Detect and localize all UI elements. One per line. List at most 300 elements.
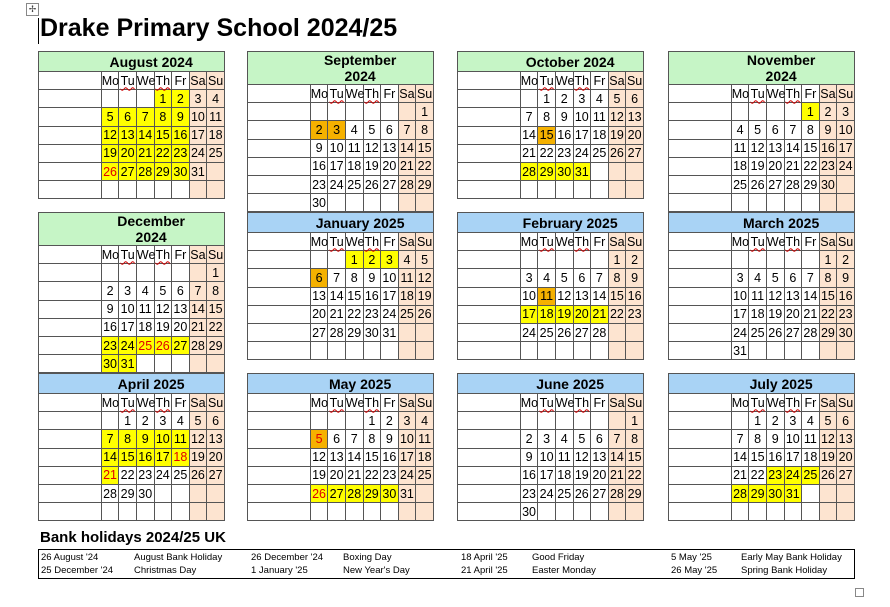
week-column-cell (669, 175, 732, 193)
month-title: March 2025 (731, 213, 854, 233)
month-header-spacer (39, 52, 102, 72)
date-cell: 30 (310, 194, 328, 212)
empty-date-cell (591, 503, 609, 521)
week-column-cell (248, 233, 311, 251)
date-cell: 22 (608, 305, 626, 323)
month-title: October 2024 (520, 52, 643, 72)
bank-holiday-date: 26 August '24 (41, 552, 99, 563)
date-cell: 25 (398, 305, 416, 323)
week-column-cell (248, 251, 311, 269)
date-cell: 9 (310, 139, 328, 157)
date-cell: 25 (591, 144, 609, 162)
month-title: June 2025 (520, 374, 643, 394)
date-cell: 7 (591, 269, 609, 287)
date-cell: 28 (101, 484, 119, 502)
date-cell: 29 (154, 162, 172, 180)
day-header-mo: Mo (520, 72, 538, 90)
date-cell: 14 (731, 448, 749, 466)
empty-date-cell (591, 251, 609, 269)
date-cell: 23 (136, 466, 154, 484)
day-header-th: Th (154, 394, 172, 412)
empty-date-cell (398, 194, 416, 212)
day-header-th: Th (784, 394, 802, 412)
day-header-mo: Mo (101, 394, 119, 412)
day-header-sa: Sa (189, 394, 207, 412)
date-cell: 17 (381, 287, 399, 305)
date-cell: 26 (608, 144, 626, 162)
date-cell: 11 (207, 108, 225, 126)
empty-date-cell (555, 412, 573, 430)
date-cell: 31 (731, 342, 749, 360)
day-header-su: Su (207, 72, 225, 90)
date-cell: 4 (538, 269, 556, 287)
week-column-cell (458, 342, 521, 360)
week-column-cell (248, 157, 311, 175)
week-column-cell (669, 466, 732, 484)
date-cell: 10 (189, 108, 207, 126)
week-column-cell (458, 305, 521, 323)
week-column-cell (39, 484, 102, 502)
empty-date-cell (626, 181, 644, 199)
week-column-cell (669, 430, 732, 448)
date-cell: 4 (749, 269, 767, 287)
day-header-mo: Mo (520, 233, 538, 251)
empty-date-cell (136, 503, 154, 521)
date-cell: 13 (626, 108, 644, 126)
date-cell: 30 (555, 162, 573, 180)
date-cell: 13 (328, 448, 346, 466)
week-column-cell (669, 194, 732, 212)
date-cell: 3 (538, 430, 556, 448)
date-cell: 11 (538, 287, 556, 305)
date-cell: 14 (189, 300, 207, 318)
date-cell: 15 (345, 287, 363, 305)
week-column-cell (669, 503, 732, 521)
empty-date-cell (363, 342, 381, 360)
month-title: February 2025 (520, 213, 643, 233)
date-cell: 25 (207, 144, 225, 162)
month-title: January 2025 (310, 213, 433, 233)
date-cell: 19 (189, 448, 207, 466)
date-cell: 17 (784, 448, 802, 466)
day-header-mo: Mo (101, 246, 119, 264)
date-cell: 10 (119, 300, 137, 318)
bank-holiday-date: 26 December '24 (251, 552, 324, 563)
date-cell: 2 (626, 251, 644, 269)
empty-date-cell (101, 90, 119, 108)
date-cell: 24 (573, 144, 591, 162)
date-cell: 3 (154, 412, 172, 430)
empty-date-cell (555, 251, 573, 269)
empty-date-cell (345, 503, 363, 521)
day-header-sa: Sa (608, 394, 626, 412)
empty-date-cell (172, 484, 190, 502)
month-header-spacer (39, 374, 102, 394)
date-cell: 29 (207, 336, 225, 354)
date-cell: 29 (538, 162, 556, 180)
month-title: April 2025 (101, 374, 224, 394)
date-cell: 15 (538, 126, 556, 144)
date-cell: 4 (416, 412, 434, 430)
date-cell: 4 (398, 251, 416, 269)
date-cell: 16 (381, 448, 399, 466)
day-header-we: We (136, 72, 154, 90)
date-cell: 12 (189, 430, 207, 448)
date-cell: 12 (154, 300, 172, 318)
date-cell: 6 (207, 412, 225, 430)
empty-date-cell (608, 412, 626, 430)
day-header-su: Su (626, 233, 644, 251)
date-cell: 21 (802, 305, 820, 323)
date-cell: 27 (591, 484, 609, 502)
week-column-cell (458, 484, 521, 502)
date-cell: 9 (837, 269, 855, 287)
date-cell: 16 (520, 466, 538, 484)
week-column-cell (39, 264, 102, 282)
empty-date-cell (328, 103, 346, 121)
empty-date-cell (101, 412, 119, 430)
date-cell: 3 (398, 412, 416, 430)
date-cell: 10 (731, 287, 749, 305)
empty-date-cell (154, 503, 172, 521)
empty-date-cell (136, 90, 154, 108)
week-column-cell (458, 269, 521, 287)
month-calendar-july-2025 (668, 373, 855, 521)
date-cell: 9 (363, 269, 381, 287)
date-cell: 20 (626, 126, 644, 144)
week-column-cell (248, 175, 311, 193)
date-cell: 20 (766, 157, 784, 175)
empty-date-cell (766, 251, 784, 269)
month-calendar-december-2024 (38, 212, 225, 373)
date-cell: 2 (766, 412, 784, 430)
empty-date-cell (819, 342, 837, 360)
empty-date-cell (784, 103, 802, 121)
date-cell: 31 (573, 162, 591, 180)
empty-date-cell (749, 503, 767, 521)
empty-date-cell (345, 194, 363, 212)
date-cell: 5 (819, 412, 837, 430)
date-cell: 14 (101, 448, 119, 466)
empty-date-cell (749, 194, 767, 212)
week-column-cell (39, 300, 102, 318)
week-column-cell (39, 466, 102, 484)
date-cell: 6 (310, 269, 328, 287)
date-cell: 31 (398, 484, 416, 502)
date-cell: 17 (538, 466, 556, 484)
date-cell: 4 (345, 121, 363, 139)
date-cell: 20 (591, 466, 609, 484)
date-cell: 24 (189, 144, 207, 162)
empty-date-cell (328, 251, 346, 269)
day-header-tu: Tu (538, 72, 556, 90)
month-title: September 2024 (310, 52, 433, 85)
week-column-cell (39, 282, 102, 300)
empty-date-cell (136, 181, 154, 199)
empty-date-cell (591, 181, 609, 199)
week-column-cell (39, 126, 102, 144)
date-cell: 11 (591, 108, 609, 126)
empty-date-cell (749, 342, 767, 360)
week-column-cell (248, 121, 311, 139)
day-header-mo: Mo (310, 394, 328, 412)
date-cell: 28 (136, 162, 154, 180)
date-cell: 13 (381, 139, 399, 157)
date-cell: 27 (207, 466, 225, 484)
day-header-tu: Tu (119, 72, 137, 90)
empty-date-cell (626, 503, 644, 521)
empty-date-cell (345, 342, 363, 360)
week-column-cell (669, 121, 732, 139)
date-cell: 2 (555, 90, 573, 108)
day-header-tu: Tu (119, 246, 137, 264)
bank-holiday-name: August Bank Holiday (134, 552, 223, 563)
empty-date-cell (154, 264, 172, 282)
date-cell: 29 (345, 323, 363, 341)
week-column-cell (39, 246, 102, 264)
date-cell: 26 (766, 323, 784, 341)
date-cell: 27 (837, 466, 855, 484)
day-header-sa: Sa (819, 394, 837, 412)
date-cell: 22 (538, 144, 556, 162)
empty-date-cell (731, 103, 749, 121)
empty-date-cell (310, 103, 328, 121)
date-cell: 17 (573, 126, 591, 144)
date-cell: 8 (207, 282, 225, 300)
date-cell: 20 (172, 318, 190, 336)
month-title: May 2025 (310, 374, 433, 394)
date-cell: 30 (363, 323, 381, 341)
date-cell: 8 (345, 269, 363, 287)
bank-holiday-name: Boxing Day (343, 552, 392, 563)
empty-date-cell (328, 194, 346, 212)
day-header-we: We (136, 394, 154, 412)
date-cell: 7 (136, 108, 154, 126)
date-cell: 30 (520, 503, 538, 521)
day-header-th: Th (784, 233, 802, 251)
date-cell: 30 (101, 355, 119, 373)
week-column-cell (458, 108, 521, 126)
date-cell: 19 (310, 466, 328, 484)
date-cell: 15 (119, 448, 137, 466)
table-resize-handle[interactable] (855, 588, 864, 597)
date-cell: 18 (398, 287, 416, 305)
date-cell: 16 (310, 157, 328, 175)
bank-holiday-name: Spring Bank Holiday (741, 565, 828, 576)
date-cell: 24 (784, 466, 802, 484)
date-cell: 20 (837, 448, 855, 466)
month-header-spacer (458, 52, 521, 72)
empty-date-cell (520, 342, 538, 360)
date-cell: 16 (363, 287, 381, 305)
date-cell: 26 (363, 175, 381, 193)
date-cell: 9 (381, 430, 399, 448)
date-cell: 19 (555, 305, 573, 323)
empty-date-cell (749, 251, 767, 269)
day-header-su: Su (416, 85, 434, 103)
empty-date-cell (345, 103, 363, 121)
date-cell: 28 (398, 175, 416, 193)
date-cell: 20 (784, 305, 802, 323)
date-cell: 8 (819, 269, 837, 287)
week-column-cell (39, 144, 102, 162)
date-cell: 25 (345, 175, 363, 193)
week-column-cell (248, 305, 311, 323)
day-header-fr: Fr (172, 72, 190, 90)
day-header-th: Th (154, 72, 172, 90)
date-cell: 24 (328, 175, 346, 193)
day-header-th: Th (573, 72, 591, 90)
date-cell: 24 (381, 305, 399, 323)
week-column-cell (458, 72, 521, 90)
week-column-cell (248, 503, 311, 521)
empty-date-cell (189, 181, 207, 199)
date-cell: 29 (119, 484, 137, 502)
day-header-sa: Sa (608, 72, 626, 90)
day-header-fr: Fr (381, 394, 399, 412)
date-cell: 4 (555, 430, 573, 448)
day-header-th: Th (363, 233, 381, 251)
day-header-tu: Tu (749, 85, 767, 103)
date-cell: 29 (416, 175, 434, 193)
date-cell: 21 (398, 157, 416, 175)
empty-date-cell (101, 264, 119, 282)
empty-date-cell (608, 181, 626, 199)
week-column-cell (669, 342, 732, 360)
month-calendar-february-2025 (457, 212, 644, 360)
empty-date-cell (119, 90, 137, 108)
month-title: August 2024 (101, 52, 224, 72)
date-cell: 20 (328, 466, 346, 484)
date-cell: 16 (837, 287, 855, 305)
empty-date-cell (837, 194, 855, 212)
date-cell: 26 (573, 484, 591, 502)
week-column-cell (669, 139, 732, 157)
day-header-fr: Fr (381, 85, 399, 103)
date-cell: 19 (154, 318, 172, 336)
bank-holiday-date: 26 May '25 (671, 565, 718, 576)
day-header-mo: Mo (731, 233, 749, 251)
date-cell: 18 (538, 305, 556, 323)
week-column-cell (248, 484, 311, 502)
week-column-cell (458, 90, 521, 108)
week-column-cell (458, 394, 521, 412)
empty-date-cell (154, 484, 172, 502)
date-cell: 17 (328, 157, 346, 175)
week-column-cell (248, 269, 311, 287)
date-cell: 26 (310, 484, 328, 502)
week-column-cell (458, 466, 521, 484)
day-header-tu: Tu (328, 85, 346, 103)
date-cell: 8 (363, 430, 381, 448)
date-cell: 27 (766, 175, 784, 193)
date-cell: 1 (207, 264, 225, 282)
date-cell: 3 (189, 90, 207, 108)
week-column-cell (248, 323, 311, 341)
date-cell: 13 (310, 287, 328, 305)
date-cell: 28 (802, 323, 820, 341)
date-cell: 7 (608, 430, 626, 448)
empty-date-cell (520, 251, 538, 269)
date-cell: 3 (731, 269, 749, 287)
empty-date-cell (119, 503, 137, 521)
empty-date-cell (172, 181, 190, 199)
month-header-spacer (458, 374, 521, 394)
empty-date-cell (416, 323, 434, 341)
date-cell: 12 (416, 269, 434, 287)
date-cell: 8 (608, 269, 626, 287)
date-cell: 3 (119, 282, 137, 300)
date-cell: 27 (119, 162, 137, 180)
date-cell: 12 (766, 287, 784, 305)
empty-date-cell (555, 181, 573, 199)
week-column-cell (669, 448, 732, 466)
date-cell: 15 (154, 126, 172, 144)
date-cell: 9 (520, 448, 538, 466)
empty-date-cell (591, 162, 609, 180)
empty-date-cell (381, 503, 399, 521)
empty-date-cell (101, 503, 119, 521)
month-header-spacer (39, 213, 102, 246)
date-cell: 19 (608, 126, 626, 144)
date-cell: 11 (731, 139, 749, 157)
date-cell: 21 (608, 466, 626, 484)
day-header-su: Su (837, 85, 855, 103)
date-cell: 8 (119, 430, 137, 448)
week-column-cell (39, 162, 102, 180)
month-title: November 2024 (731, 52, 854, 85)
month-calendar-october-2024 (457, 51, 644, 199)
day-header-we: We (555, 72, 573, 90)
day-header-we: We (345, 394, 363, 412)
date-cell: 1 (154, 90, 172, 108)
empty-date-cell (837, 175, 855, 193)
day-header-fr: Fr (802, 394, 820, 412)
date-cell: 24 (538, 484, 556, 502)
bank-holiday-name: Good Friday (532, 552, 585, 563)
empty-date-cell (784, 342, 802, 360)
date-cell: 27 (784, 323, 802, 341)
day-header-fr: Fr (802, 85, 820, 103)
day-header-fr: Fr (591, 72, 609, 90)
bank-holiday-name: Early May Bank Holiday (741, 552, 842, 563)
date-cell: 14 (591, 287, 609, 305)
date-cell: 5 (416, 251, 434, 269)
week-column-cell (458, 287, 521, 305)
date-cell: 6 (626, 90, 644, 108)
date-cell: 3 (328, 121, 346, 139)
day-header-sa: Sa (608, 233, 626, 251)
date-cell: 7 (328, 269, 346, 287)
table-move-handle[interactable]: ✢ (26, 3, 39, 16)
empty-date-cell (310, 342, 328, 360)
day-header-su: Su (626, 394, 644, 412)
empty-date-cell (608, 162, 626, 180)
day-header-su: Su (626, 72, 644, 90)
empty-date-cell (101, 181, 119, 199)
date-cell: 15 (802, 139, 820, 157)
empty-date-cell (802, 194, 820, 212)
date-cell: 30 (381, 484, 399, 502)
date-cell: 8 (626, 430, 644, 448)
month-calendar-june-2025 (457, 373, 644, 521)
week-column-cell (458, 144, 521, 162)
date-cell: 16 (555, 126, 573, 144)
empty-date-cell (520, 412, 538, 430)
empty-date-cell (784, 503, 802, 521)
date-cell: 14 (784, 139, 802, 157)
week-column-cell (39, 394, 102, 412)
